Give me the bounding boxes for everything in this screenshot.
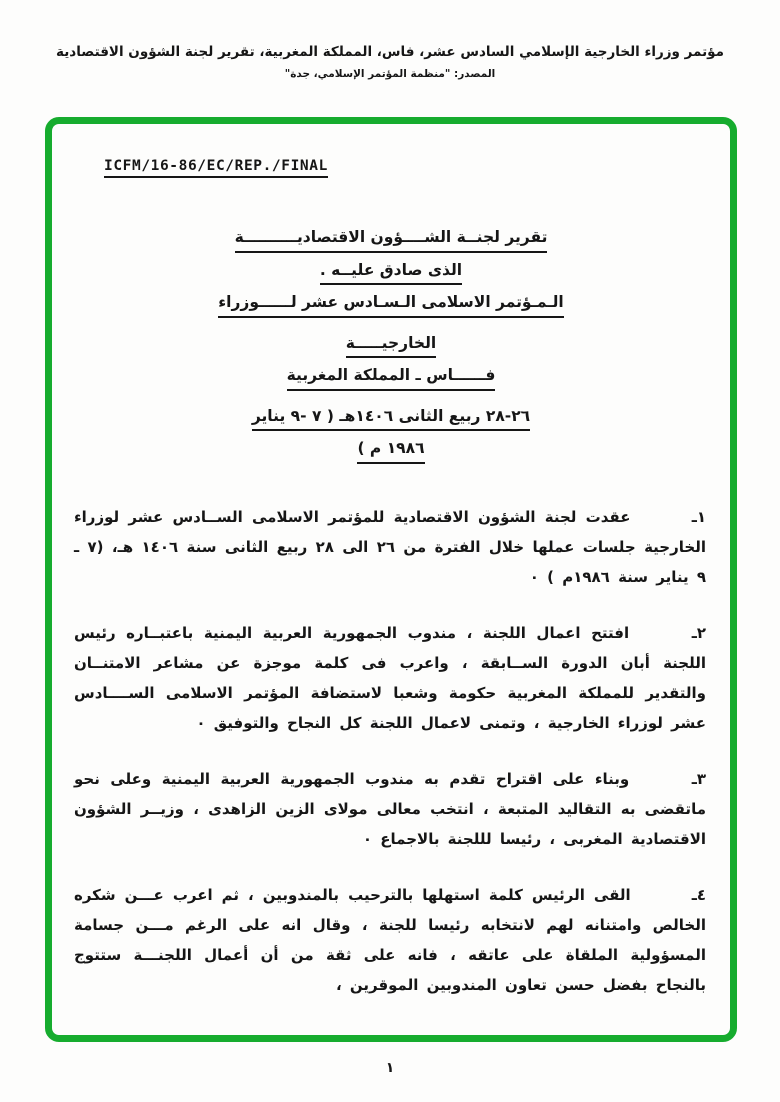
document-frame (45, 117, 737, 1042)
title-block (52, 229, 730, 473)
paragraph-1-number: ١ـ (691, 508, 706, 526)
paragraph-2-text: افتتح اعمال اللجنة ، مندوب الجمهورية العربية اليمنية باعتبــاره رئيس اللجنة أبان الدورة الســابقة ، واعرب فى كلمة موجزة عن مشاعر الامتنــان والتقدير للمملكة المغربية حكومة وشعبا لاستضافة المؤتمر الاسلامى الســــادس عشر لوزراء الخارجية ، وتمنى لاعمال اللجنة كل النجاح والتوفيق ٠ (74, 624, 706, 732)
paragraph-3 (74, 764, 706, 854)
paragraph-4 (74, 880, 706, 1000)
paragraph-2 (74, 618, 706, 738)
title-line-5 (52, 367, 730, 391)
title-line-6-text: ٢٦-٢٨ ربيع الثانى ١٤٠٦هـ ( ٧ -٩ يناير (252, 409, 530, 432)
title-line-6 (52, 408, 730, 432)
title-line-3-text: الـمـؤتمر الاسلامى الـسـادس عشر لــــــوزراء (218, 295, 564, 318)
title-line-2 (52, 262, 730, 286)
paragraph-3-number: ٣ـ (691, 770, 706, 788)
document-body (74, 502, 706, 1026)
document-reference: ICFM/16-86/EC/REP./FINAL (104, 158, 328, 178)
title-line-1-text: تقرير لجنــة الشــــؤون الاقتصاديــــــــــة (235, 230, 548, 253)
header-title: مؤتمر وزراء الخارجية الإسلامي السادس عشر، فاس، المملكة المغربية، تقرير لجنة الشؤون الاقتصادية (56, 44, 724, 60)
page-number: ١ (385, 1060, 395, 1076)
title-line-7 (52, 440, 730, 464)
paragraph-2-number: ٢ـ (691, 624, 706, 642)
page-header (0, 44, 780, 80)
title-line-4 (52, 335, 730, 359)
header-source: المصدر: "منظمة المؤتمر الإسلامي، جدة" (284, 68, 496, 80)
title-line-2-text: الذى صادق عليــه . (320, 263, 462, 286)
title-line-3 (52, 294, 730, 318)
title-line-7-text: ١٩٨٦ م ) (357, 441, 424, 464)
paragraph-3-text: وبناء على اقتراح تقدم به مندوب الجمهورية العربية اليمنية وعلى نحو ماتقضى به التقاليد المتبعة ، انتخب معالى مولاى الزين الزاهدى ، وزيــر الشؤون الاقتصادية المغربى ، رئيسا لللجنة بالاجماع ٠ (74, 770, 706, 848)
title-line-1 (52, 229, 730, 253)
paragraph-1-text: عقدت لجنة الشؤون الاقتصادية للمؤتمر الاسلامى الســادس عشر لوزراء الخارجية جلسات عملها خلال الفترة من ٢٦ الى ٢٨ ربيع الثانى سنة ١٤٠٦ هـ، (٧ ـ ٩ يناير سنة ١٩٨٦م ) ٠ (74, 508, 706, 586)
paragraph-1 (74, 502, 706, 592)
title-line-5-text: فــــــاس ـ المملكة المغربية (287, 368, 496, 391)
paragraph-4-text: القى الرئيس كلمة استهلها بالترحيب بالمندوبين ، ثم اعرب عـــن شكره الخالص وامتنانه لهم لانتخابه رئيسا للجنة ، وقال انه على الرغم مـــن جسامة المسؤولية الملقاة على عاتقه ، فانه على ثقة من أن أعمال اللجنـــة ستتوج بالنجاح بفضل حسن تعاون المندوبين الموقرين ، (74, 886, 706, 994)
title-line-4-text: الخارجيـــــة (346, 336, 436, 359)
paragraph-4-number: ٤ـ (691, 886, 706, 904)
